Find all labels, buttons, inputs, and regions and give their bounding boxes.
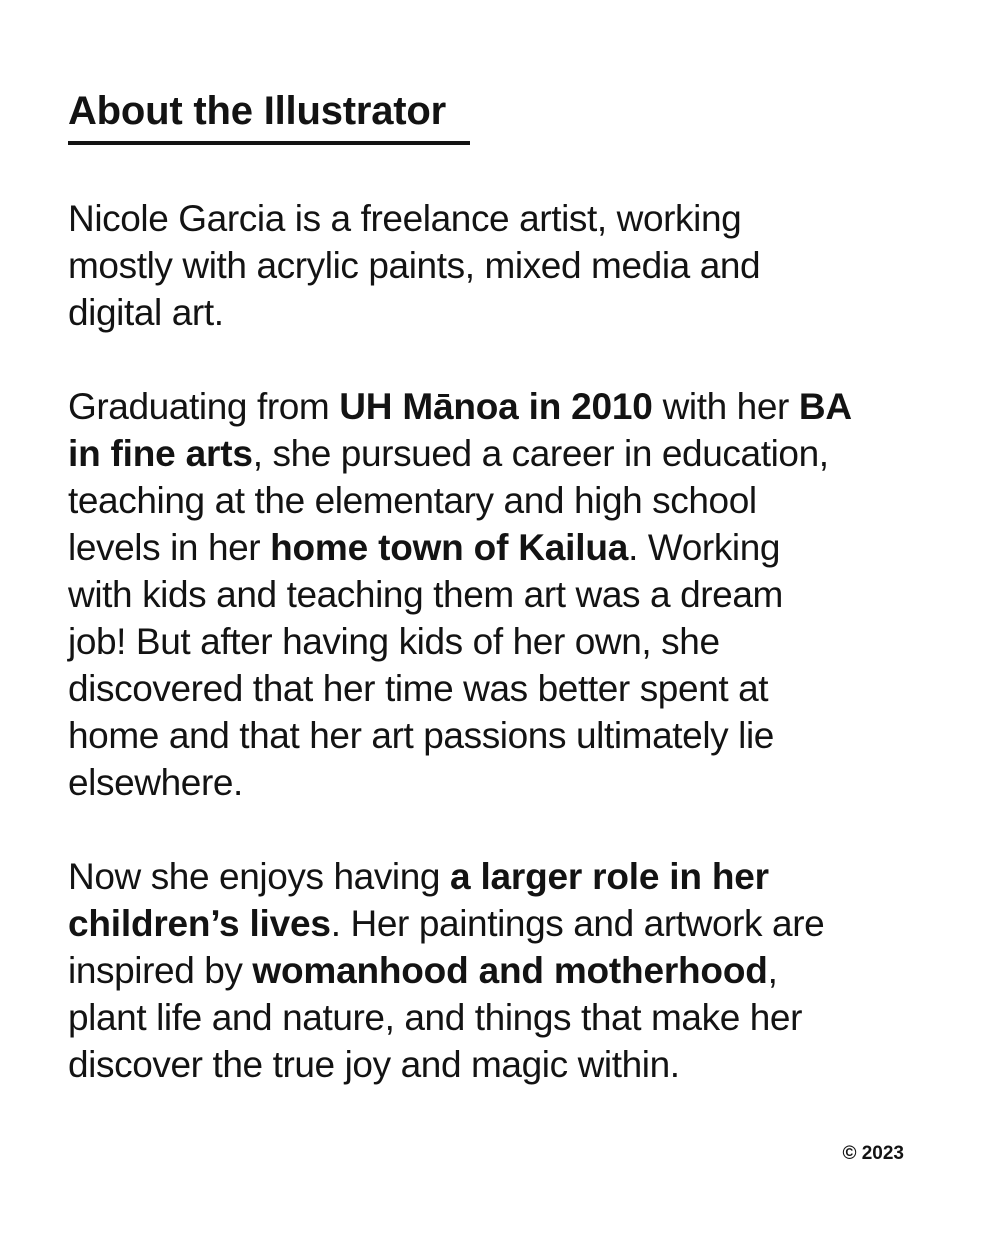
bold-text-segment: womanhood and motherhood — [252, 950, 768, 991]
text-line — [68, 853, 943, 900]
text-line — [68, 665, 943, 712]
text-segment: Nicole Garcia is a freelance artist, working — [68, 198, 742, 239]
bold-text-segment: a larger role in her — [449, 856, 769, 897]
text-segment: levels in her — [68, 527, 271, 568]
text-line — [68, 524, 943, 571]
text-segment: teaching at the elementary and high school — [68, 480, 757, 521]
paragraph — [68, 383, 943, 806]
text-segment: discovered that her time was better spent at — [68, 668, 769, 709]
paragraph — [68, 853, 943, 1088]
bold-text-segment: BA — [798, 386, 852, 427]
text-line — [68, 242, 943, 289]
text-segment: plant life and nature, and things that make her — [68, 997, 803, 1038]
text-line — [68, 712, 943, 759]
text-segment: job! But after having kids of her own, she — [68, 621, 720, 662]
text-line — [68, 289, 943, 336]
bold-text-segment: UH Mānoa in 2010 — [339, 386, 653, 427]
text-line — [68, 618, 943, 665]
text-segment: , — [767, 950, 778, 991]
text-segment: home and that her art passions ultimately lie — [68, 715, 774, 756]
text-segment: digital art. — [68, 292, 224, 333]
text-line — [68, 900, 943, 947]
bold-text-segment: in fine arts — [68, 433, 253, 474]
text-segment: , she pursued a career in education, — [252, 433, 829, 474]
text-segment: mostly with acrylic paints, mixed media and — [68, 245, 761, 286]
text-line — [68, 759, 943, 806]
text-segment: Graduating from — [68, 386, 340, 427]
text-segment: . Her paintings and artwork are — [330, 903, 825, 944]
text-line — [68, 947, 943, 994]
text-segment: . Working — [628, 527, 781, 568]
bold-text-segment: home town of Kailua — [270, 527, 629, 568]
text-line — [68, 383, 943, 430]
text-line — [68, 477, 943, 524]
text-line — [68, 430, 943, 477]
paragraph — [68, 195, 943, 336]
body-paragraphs — [68, 195, 943, 1088]
text-line — [68, 994, 943, 1041]
text-segment: discover the true joy and magic within. — [68, 1044, 680, 1085]
text-segment: Now she enjoys having — [68, 856, 450, 897]
copyright-notice: © 2023 — [842, 1143, 904, 1164]
text-segment: with her — [652, 386, 799, 427]
text-line — [68, 195, 943, 242]
text-segment: with kids and teaching them art was a dream — [68, 574, 783, 615]
text-segment: elsewhere. — [68, 762, 243, 803]
bold-text-segment: children’s lives — [68, 903, 331, 944]
text-line — [68, 1041, 943, 1088]
text-segment: inspired by — [68, 950, 253, 991]
page-title: About the Illustrator — [68, 89, 470, 145]
text-line — [68, 571, 943, 618]
